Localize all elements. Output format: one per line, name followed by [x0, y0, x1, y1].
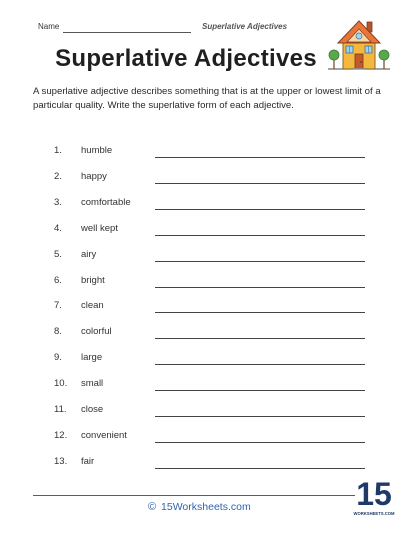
- exercise-item: [0, 404, 416, 418]
- item-adjective: large: [81, 352, 103, 364]
- answer-line[interactable]: [155, 235, 365, 236]
- exercise-item: [0, 145, 416, 159]
- item-number: 11.: [54, 404, 67, 415]
- exercise-item: [0, 223, 416, 237]
- item-adjective: close: [81, 404, 104, 415]
- item-adjective: airy: [81, 248, 97, 260]
- item-adjective: bright: [81, 274, 105, 286]
- answer-line[interactable]: [155, 157, 365, 158]
- name-label: Name: [38, 22, 60, 31]
- answer-line[interactable]: [155, 261, 365, 262]
- item-number: 1.: [54, 145, 62, 156]
- exercise-item: [0, 326, 416, 340]
- item-number: 5.: [54, 248, 62, 260]
- item-adjective: comfortable: [81, 196, 131, 208]
- item-number: 13.: [54, 455, 68, 467]
- copyright-symbol: ©: [148, 501, 157, 513]
- item-adjective: clean: [81, 300, 104, 312]
- item-number: 4.: [54, 222, 62, 234]
- footer-copyright-link[interactable]: [148, 501, 251, 513]
- item-adjective: fair: [81, 455, 95, 467]
- footer-site-text: 15Worksheets.com: [161, 501, 251, 513]
- footer-divider: [33, 495, 355, 496]
- item-adjective: convenient: [81, 429, 127, 441]
- item-number: 3.: [54, 196, 62, 208]
- exercise-item: [0, 300, 416, 314]
- exercise-item: [0, 197, 416, 211]
- item-number: 2.: [54, 170, 62, 182]
- item-adjective: well kept: [81, 222, 118, 234]
- item-number: 8.: [54, 326, 62, 338]
- exercise-item: [0, 378, 416, 392]
- exercise-item: [0, 456, 416, 470]
- logo-text: WORKSHEETS.COM: [353, 511, 395, 516]
- exercise-item: [0, 430, 416, 444]
- item-number: 6.: [54, 274, 62, 286]
- item-number: 9.: [54, 352, 62, 364]
- exercise-item: [0, 249, 416, 263]
- answer-line[interactable]: [155, 183, 365, 184]
- header-topic: Superlative Adjectives: [202, 22, 288, 31]
- answer-line[interactable]: [155, 416, 365, 417]
- item-adjective: colorful: [81, 326, 112, 338]
- answer-line[interactable]: [155, 209, 365, 210]
- answer-line[interactable]: [155, 468, 365, 469]
- exercise-item: [0, 171, 416, 185]
- exercise-item: [0, 352, 416, 366]
- 15worksheets-logo: [353, 469, 395, 521]
- logo-number: 15: [356, 476, 392, 512]
- answer-line[interactable]: [155, 287, 365, 288]
- item-adjective: humble: [81, 145, 113, 156]
- item-number: 12.: [54, 429, 68, 441]
- answer-line[interactable]: [155, 312, 365, 313]
- answer-line[interactable]: [155, 390, 365, 391]
- page-title: Superlative Adjectives: [55, 45, 317, 72]
- item-adjective: small: [81, 378, 104, 390]
- answer-line[interactable]: [155, 338, 365, 339]
- answer-line[interactable]: [155, 442, 365, 443]
- item-adjective: happy: [81, 170, 107, 182]
- exercise-item: [0, 275, 416, 289]
- answer-line[interactable]: [155, 364, 365, 365]
- item-number: 10.: [54, 378, 68, 390]
- item-number: 7.: [54, 300, 62, 312]
- instructions-text: A superlative adjective describes something that is at the upper or lowest limit of a particular quality. Write the superlative form of each adjective.: [33, 86, 381, 111]
